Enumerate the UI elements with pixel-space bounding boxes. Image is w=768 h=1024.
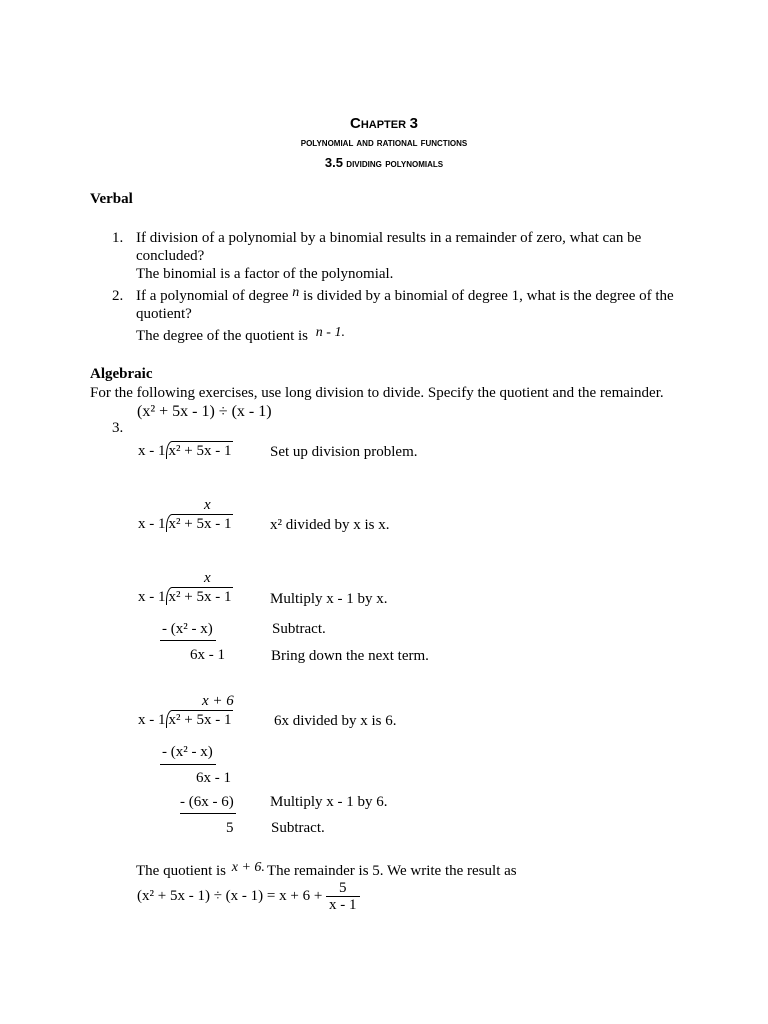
chapter-initial: C	[349, 115, 361, 132]
q1-number: 1.	[112, 230, 124, 246]
chapter-number: 3	[409, 115, 419, 132]
step4-subtraction1: - (x² - x)	[162, 744, 213, 760]
step4-quotient	[202, 693, 234, 710]
step4-subtraction1-rule	[160, 764, 216, 765]
exercise-number: 3.	[112, 420, 124, 436]
chapter-subtitle: polynomial and rational functions	[300, 137, 468, 149]
step4-note: 6x divided by x is 6.	[274, 713, 397, 729]
step4-subtraction2-rule	[180, 813, 236, 814]
q2-line1-end: is divided by a binomial of degree 1, what is the degree of the	[302, 288, 674, 304]
section-number: 3.5	[324, 155, 343, 170]
step2-quotient-text: x	[204, 497, 211, 513]
chapter-word: HAPTER	[360, 119, 407, 131]
step4-dividend: x² + 5x - 1	[166, 710, 234, 728]
step2-note: x² divided by x is x.	[270, 517, 390, 533]
result-text-end: The remainder is 5. We write the result as	[266, 863, 517, 879]
step3-result-note: Bring down the next term.	[271, 648, 429, 664]
step3-quotient	[204, 570, 211, 587]
result-text-start: The quotient is	[136, 863, 226, 879]
algebraic-instructions: For the following exercises, use long division to divide. Specify the quotient and the remainder.	[90, 385, 664, 401]
step3-note: Multiply x - 1 by x.	[270, 591, 388, 607]
result-line	[136, 860, 517, 880]
result-equation-left: (x² + 5x - 1) ÷ (x - 1) = x + 6 +	[137, 888, 323, 904]
algebraic-heading: Algebraic	[90, 366, 153, 382]
step2-division	[138, 514, 233, 533]
step2-dividend: x² + 5x - 1	[166, 514, 234, 532]
q2-number: 2.	[112, 288, 124, 304]
step4-result1: 6x - 1	[196, 770, 231, 786]
step4-divisor: x - 1	[138, 712, 166, 728]
step4-rem-note: Subtract.	[271, 820, 325, 836]
exercise-problem: (x² + 5x - 1) ÷ (x - 1)	[137, 403, 272, 420]
q2-line1-start: If a polynomial of degree	[136, 288, 289, 304]
step3-divisor: x - 1	[138, 589, 166, 605]
step3-division	[138, 587, 233, 606]
step1-division	[138, 441, 233, 460]
q1-line2: concluded?	[136, 248, 205, 264]
result-fraction-numerator: 5	[326, 880, 360, 897]
section-name: dividing polynomials	[346, 156, 444, 170]
step4-remainder: 5	[226, 820, 234, 836]
step3-result: 6x - 1	[190, 647, 225, 663]
result-equation	[137, 880, 360, 913]
step4-subtraction2: - (6x - 6)	[180, 794, 234, 810]
step2-quotient	[204, 497, 211, 514]
result-quotient: x + 6.	[231, 860, 265, 875]
step3-subtraction: - (x² - x)	[162, 621, 213, 637]
q2-line1	[136, 285, 674, 305]
q1-line1: If division of a polynomial by a binomial results in a remainder of zero, what can be	[136, 230, 642, 246]
q2-answer-text: The degree of the quotient is	[136, 328, 309, 344]
verbal-heading: Verbal	[90, 191, 133, 207]
step4-division	[138, 710, 233, 729]
step4-sub2-note: Multiply x - 1 by 6.	[270, 794, 388, 810]
step1-dividend: x² + 5x - 1	[166, 441, 234, 459]
q2-n: n	[292, 285, 300, 300]
step1-note: Set up division problem.	[270, 444, 418, 460]
q2-line2: quotient?	[136, 306, 192, 322]
result-fraction-denominator: x - 1	[329, 897, 357, 913]
step3-subtraction-rule	[160, 640, 216, 641]
section-title	[0, 155, 768, 170]
step1-divisor: x - 1	[138, 443, 166, 459]
step3-sub-note: Subtract.	[272, 621, 326, 637]
q2-answer	[136, 325, 345, 345]
step4-quotient-text: x + 6	[202, 693, 234, 709]
q1-answer: The binomial is a factor of the polynomial.	[136, 266, 394, 282]
q2-answer-math: n - 1.	[315, 325, 345, 340]
step3-dividend: x² + 5x - 1	[166, 587, 234, 605]
step3-quotient-text: x	[204, 570, 211, 586]
result-fraction	[326, 880, 360, 913]
chapter-title	[0, 115, 768, 132]
step2-divisor: x - 1	[138, 516, 166, 532]
